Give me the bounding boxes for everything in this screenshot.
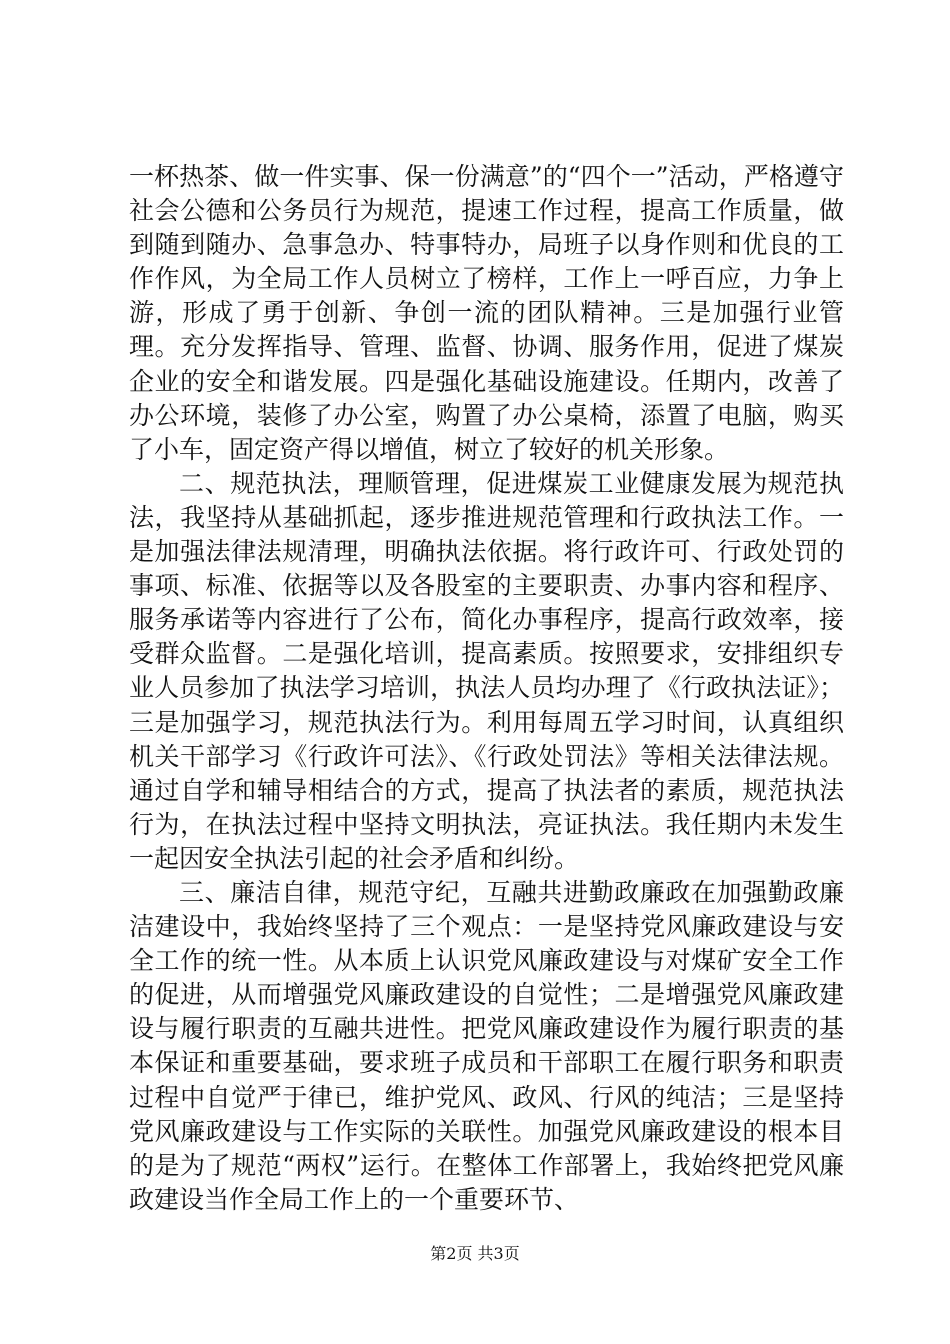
- document-body: [129, 160, 844, 1217]
- paragraph-section-two: 二、规范执法，理顺管理，促进煤炭工业健康发展为规范执法，我坚持从基础抓起，逐步推进规范管理和行政执法工作。一是加强法律法规清理，明确执法依据。将行政许可、行政处罚的事项、标准、依据等以及各股室的主要职责、办事内容和程序、服务承诺等内容进行了公布，简化办事程序，提高行政效率，接受群众监督。二是强化培训，提高素质。按照要求，安排组织专业人员参加了执法学习培训，执法人员均办理了《行政执法证》；三是加强学习，规范执法行为。利用每周五学习时间，认真组织机关干部学习《行政许可法》、《行政处罚法》等相关法律法规。通过自学和辅导相结合的方式，提高了执法者的素质，规范执法行为，在执法过程中坚持文明执法，亮证执法。我任期内未发生一起因安全执法引起的社会矛盾和纠纷。: [129, 468, 844, 873]
- page-number-footer: 第2页 共3页: [430, 1244, 520, 1263]
- paragraph-section-three: 三、廉洁自律，规范守纪，互融共进勤政廉政在加强勤政廉洁建设中，我始终坚持了三个观点：一是坚持党风廉政建设与安全工作的统一性。从本质上认识党风廉政建设与对煤矿安全工作的促进，从而增强党风廉政建设的自觉性；二是增强党风廉政建设与履行职责的互融共进性。把党风廉政建设作为履行职责的基本保证和重要基础，要求班子成员和干部职工在履行职务和职责过程中自觉严于律已，维护党风、政风、行风的纯洁；三是坚持党风廉政建设与工作实际的关联性。加强党风廉政建设的根本目的是为了规范“两权”运行。在整体工作部署上，我始终把党风廉政建设当作全局工作上的一个重要环节、: [129, 877, 844, 1214]
- paragraph-continuation: 一杯热茶、做一件实事、保一份满意”的“四个一”活动，严格遵守社会公德和公务员行为规范，提速工作过程，提高工作质量，做到随到随办、急事急办、特事特办，局班子以身作则和优良的工作作风，为全局工作人员树立了榜样，工作上一呼百应，力争上游，形成了勇于创新、争创一流的团队精神。三是加强行业管理。充分发挥指导、管理、监督、协调、服务作用，促进了煤炭企业的安全和谐发展。四是强化基础设施建设。任期内，改善了办公环境，装修了办公室，购置了办公桌椅，添置了电脑，购买了小车，固定资产得以增值，树立了较好的机关形象。: [129, 162, 844, 464]
